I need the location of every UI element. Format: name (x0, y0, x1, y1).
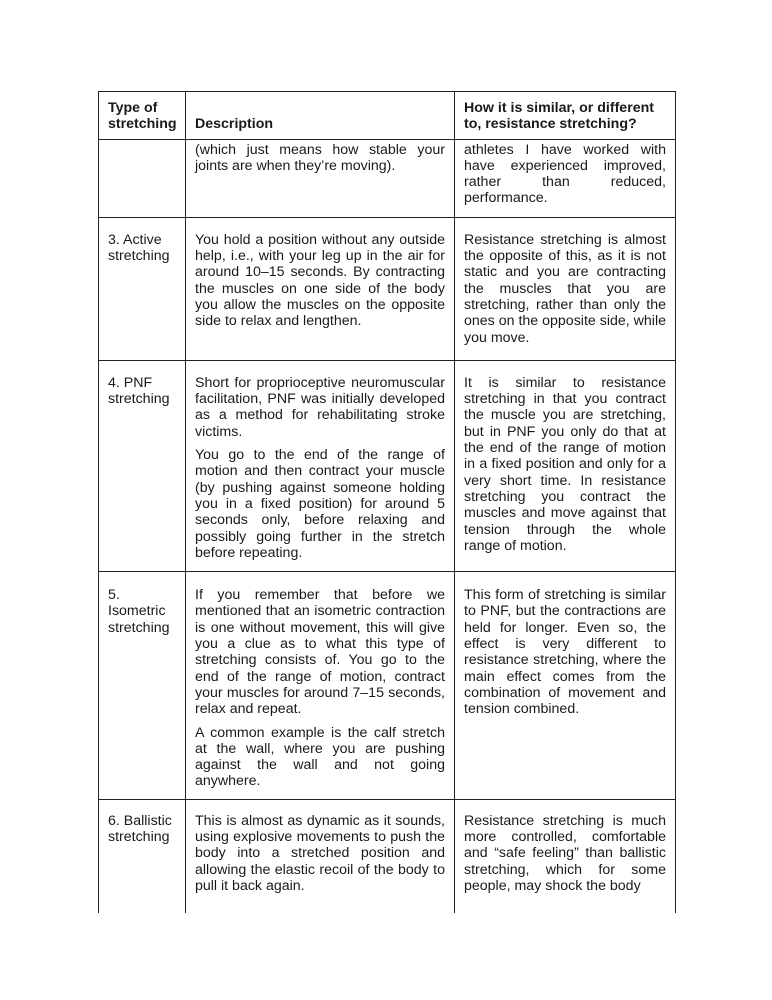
type-label: 5. Isometric stretching (108, 587, 170, 636)
table-row (99, 139, 676, 217)
description-paragraph: A common example is the calf stretch at the wall, where you are pushing against the wall and not going anywhere. (195, 724, 445, 790)
comparison-cell (455, 799, 676, 913)
description-cell (186, 217, 455, 360)
table-row (99, 217, 676, 360)
description-paragraph: You hold a position without any outside help, i.e., with your leg up in the air for around 10–15 seconds. By contracting the muscles on one side of the body you allow the muscles on the opposite side to relax and lengthen. (195, 231, 445, 330)
table-header-row (99, 92, 676, 140)
comparison-text: Resistance stretching is much more controlled, comfortable and “safe feeling” than ballistic stretching, which for some people, may shock the body (464, 812, 666, 894)
stretching-comparison-table (98, 91, 676, 913)
comparison-cell (455, 360, 676, 571)
description-paragraph: This is almost as dynamic as it sounds, using explosive movements to push the body into a stretched position and allowing the elastic recoil of the body to pull it back again. (195, 812, 445, 894)
comparison-text: Resistance stretching is almost the opposite of this, as it is not static and you are contracting the muscles that you are stretching, rather than only the ones on the opposite side, while you move. (464, 231, 666, 346)
header-comparison-line-1: How it is similar, or different (464, 100, 654, 116)
comparison-cell (455, 217, 676, 360)
description-cell (186, 139, 455, 217)
type-cell (99, 139, 186, 217)
type-cell (99, 799, 186, 913)
description-cell (186, 360, 455, 571)
header-description: Description (186, 92, 455, 140)
description-cell (186, 799, 455, 913)
type-label: 3. Active stretching (108, 231, 170, 265)
table-row (99, 572, 676, 800)
description-paragraph: You go to the end of the range of motion and then contract your muscle (by pushing against someone holding you in a fixed position) for around 5 seconds only, before relaxing and possibly going further in the stretch before repeating. (195, 447, 445, 561)
type-cell (99, 572, 186, 800)
comparison-cell (455, 139, 676, 217)
comparison-text: athletes I have worked with have experienced improved, rather than reduced, performance. (464, 141, 666, 207)
comparison-text: It is similar to resistance stretching in that you contract the muscle you are stretching, but in PNF you only do that at the end of the range of motion in a fixed position and only for a very short time. In resistance stretching you contract the muscles and move against that tension through the whole range of motion. (464, 374, 666, 554)
table-row (99, 360, 676, 571)
type-cell (99, 217, 186, 360)
description-paragraph: If you remember that before we mentioned that an isometric contraction is one without movement, this will give you a clue as to what this type of stretching consists of. You go to the end of the range of motion, contract your muscles for around 7–15 seconds, relax and repeat. (195, 587, 445, 718)
type-label: 4. PNF stretching (108, 374, 170, 408)
type-label: 6. Ballistic stretching (108, 812, 172, 845)
type-cell (99, 360, 186, 571)
header-comparison (455, 92, 676, 140)
header-type (99, 92, 186, 140)
comparison-cell (455, 572, 676, 800)
comparison-text: This form of stretching is similar to PNF, but the contractions are held for longer. Even so, the effect is very different to resistance stretching, where the main effect comes from the combination of movement and tension combined. (464, 587, 666, 718)
description-cell (186, 572, 455, 800)
header-type-line-1: Type of (108, 100, 158, 116)
header-type-line-2: stretching (108, 116, 177, 133)
header-comparison-line-2: to, resistance stretching? (464, 116, 637, 133)
description-paragraph: Short for proprioceptive neuromuscular facilitation, PNF was initially developed as a method for rehabilitating stroke victims. (195, 374, 445, 440)
table-row (99, 799, 676, 913)
description-paragraph: (which just means how stable your joints are when they’re moving). (195, 141, 445, 174)
